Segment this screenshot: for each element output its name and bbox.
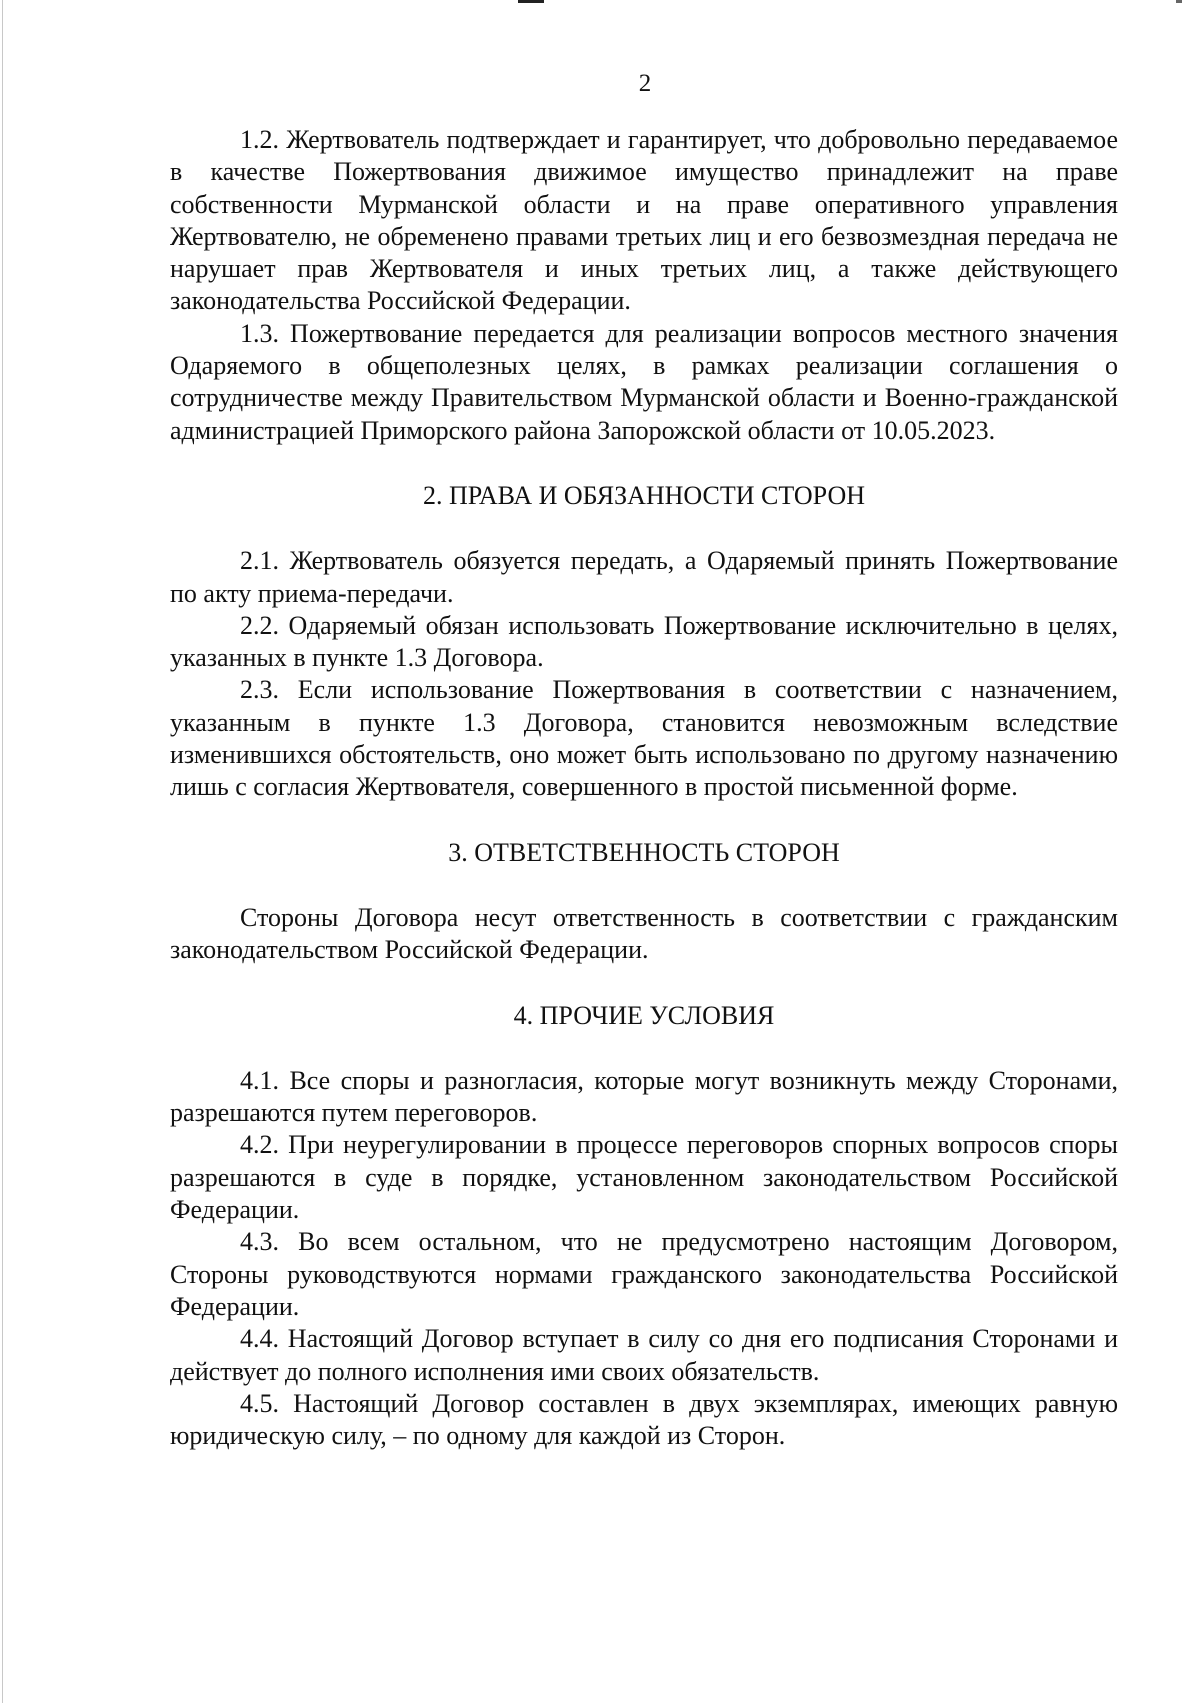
scan-edge-line xyxy=(2,0,3,1703)
paragraph-4-3: 4.3. Во всем остальном, что не предусмотрено настоящим Договором, Стороны руководствуются нормами гражданского законодательства Российской Федерации. xyxy=(170,1227,1118,1321)
section-heading: 3. ОТВЕТСТВЕННОСТЬ СТОРОН xyxy=(448,837,840,867)
paragraph-2-1: 2.1. Жертвователь обязуется передать, а Одаряемый принять Пожертвование по акту приема-передачи. xyxy=(170,546,1118,608)
document-body xyxy=(170,124,1118,1452)
paragraph-2-3: 2.3. Если использование Пожертвования в соответствии с назначением, указанным в пункте 1.3 Договора, становится невозможным вследствие изменившихся обстоятельств, оно может быть использовано по другому назначению лишь с согласия Жертвователя, совершенного в простой письменной форме. xyxy=(170,675,1118,802)
paragraph-4-2: 4.2. При неурегулировании в процессе переговоров спорных вопросов споры разрешаются в суде в порядке, установленном законодательством Российской Федерации. xyxy=(170,1130,1118,1225)
paragraph-2-2: 2.2. Одаряемый обязан использовать Пожертвование исключительно в целях, указанных в пункте 1.3 Договора. xyxy=(170,610,1118,673)
section-other-terms xyxy=(170,1000,1118,1453)
paragraph-3: Стороны Договора несут ответственность в соответствии с гражданским законодательством Российской Федерации. xyxy=(170,902,1118,965)
section-heading: 2. ПРАВА И ОБЯЗАННОСТИ СТОРОН xyxy=(422,480,866,510)
paragraph-1-2: 1.2. Жертвователь подтверждает и гарантирует, что добровольно передаваемое в качестве Пожертвования движимое имущество принадлежит на праве собственности Мурманской области и на праве оперативного управления Жертвователю, не обременено правами третьих лиц и его безвозмездная передача не нарушает прав Жертвователя и иных третьих лиц, а также действующего законодательства Российской Федерации. xyxy=(170,125,1118,316)
section-responsibility xyxy=(170,837,1118,967)
paragraph-1-3: 1.3. Пожертвование передается для реализации вопросов местного значения Одаряемого в общеполезных целях, в рамках реализации соглашения о сотрудничестве между Правительством Мурманской области и Военно-гражданской администрацией Приморского района Запорожской области от 10.05.2023. xyxy=(170,318,1118,445)
paragraph-4-4: 4.4. Настоящий Договор вступает в силу со дня его подписания Сторонами и действует до полного исполнения ими своих обязательств. xyxy=(170,1324,1118,1386)
scan-mark-right xyxy=(1176,0,1182,3)
section-rights-obligations xyxy=(170,480,1118,804)
paragraph-4-1: 4.1. Все споры и разногласия, которые могут возникнуть между Сторонами, разрешаются путем переговоров. xyxy=(170,1065,1118,1128)
page-number: 2 xyxy=(638,70,652,97)
paragraph-4-5: 4.5. Настоящий Договор составлен в двух экземплярах, имеющих равную юридическую силу, – по одному для каждой из Сторон. xyxy=(170,1388,1118,1451)
section-heading: 4. ПРОЧИЕ УСЛОВИЯ xyxy=(513,1000,775,1030)
scan-mark-top xyxy=(518,0,544,3)
